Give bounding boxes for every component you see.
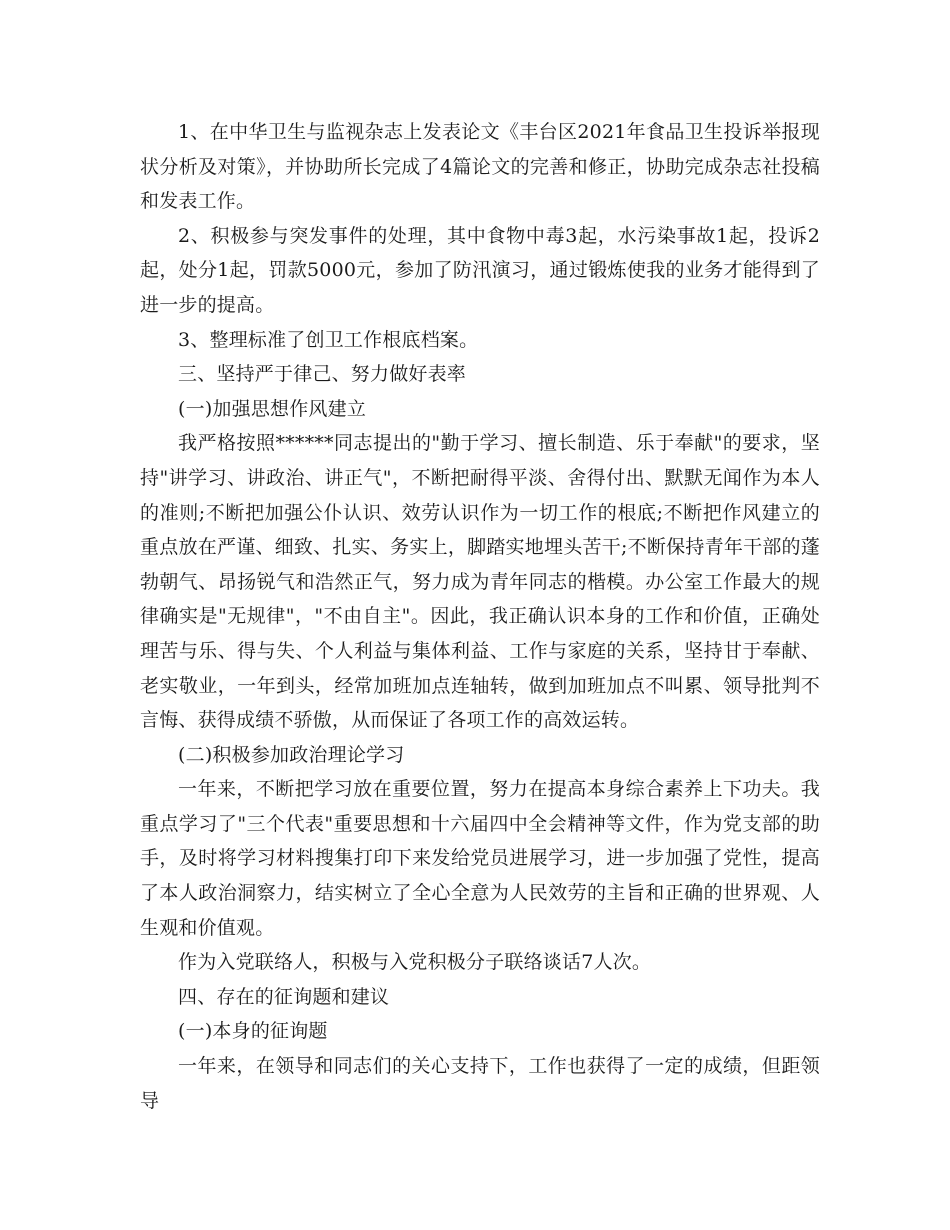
section-heading-4: 四、存在的征询题和建议 bbox=[178, 985, 390, 1008]
paragraph-own-problems: 一年来，在领导和同志们的关心支持下，工作也获得了一定的成绩，但距领导 bbox=[140, 1055, 820, 1112]
subheading-own-problems: (一)本身的征询题 bbox=[178, 1020, 328, 1043]
paragraph-political-study: 一年来，不断把学习放在重要位置，努力在提高本身综合素养上下功夫。我重点学习了"三个代表"重要思想和十六届四中全会精神等文件，作为党支部的助手，及时将学习材料搜集打印下来发给党员进展学习，进一步加强了党性，提高了本人政治洞察力，结实树立了全心全意为人民效劳的主旨和正确的世界观、人生观和价值观。 bbox=[140, 778, 820, 939]
subheading-thought-style: (一)加强思想作风建立 bbox=[178, 397, 367, 420]
subheading-political-study: (二)积极参加政治理论学习 bbox=[178, 743, 405, 766]
paragraph-publication: 1、在中华卫生与监视杂志上发表论文《丰台区2021年食品卫生投诉举报现状分析及对策》，并协助所长完成了4篇论文的完善和修正，协助完成杂志社投稿和发表工作。 bbox=[140, 121, 820, 213]
paragraph-party-liaison: 作为入党联络人，积极与入党积极分子联络谈话7人次。 bbox=[178, 951, 652, 974]
paragraph-thought-style: 我严格按照******同志提出的"勤于学习、擅长制造、乐于奉献"的要求，坚持"讲学习、讲政治、讲正气"，不断把耐得平淡、舍得付出、默默无闻作为本人的准则;不断把加强公仆认识、效劳认识作为一切工作的根底;不断把作风建立的重点放在严谨、细致、扎实、务实上，脚踏实地埋头苦干;不断保持青年干部的蓬勃朝气、昂扬锐气和浩然正气，努力成为青年同志的楷模。办公室工作最大的规律确实是"无规律"，"不由自主"。因此，我正确认识本身的工作和价值，正确处理苦与乐、得与失、个人利益与集体利益、工作与家庭的关系，坚持甘于奉献、老实敬业，一年到头，经常加班加点连轴转，做到加班加点不叫累、领导批判不言悔、获得成绩不骄傲，从而保证了各项工作的高效运转。 bbox=[140, 432, 820, 732]
paragraph-emergency-handling: 2、积极参与突发事件的处理，其中食物中毒3起，水污染事故1起，投诉2起，处分1起，罚款5000元，参加了防汛演习，通过锻炼使我的业务才能得到了进一步的提高。 bbox=[140, 224, 820, 316]
section-heading-3: 三、坚持严于律己、努力做好表率 bbox=[178, 363, 467, 386]
paragraph-archive: 3、整理标准了创卫工作根底档案。 bbox=[178, 328, 479, 351]
document-body bbox=[140, 115, 820, 1118]
